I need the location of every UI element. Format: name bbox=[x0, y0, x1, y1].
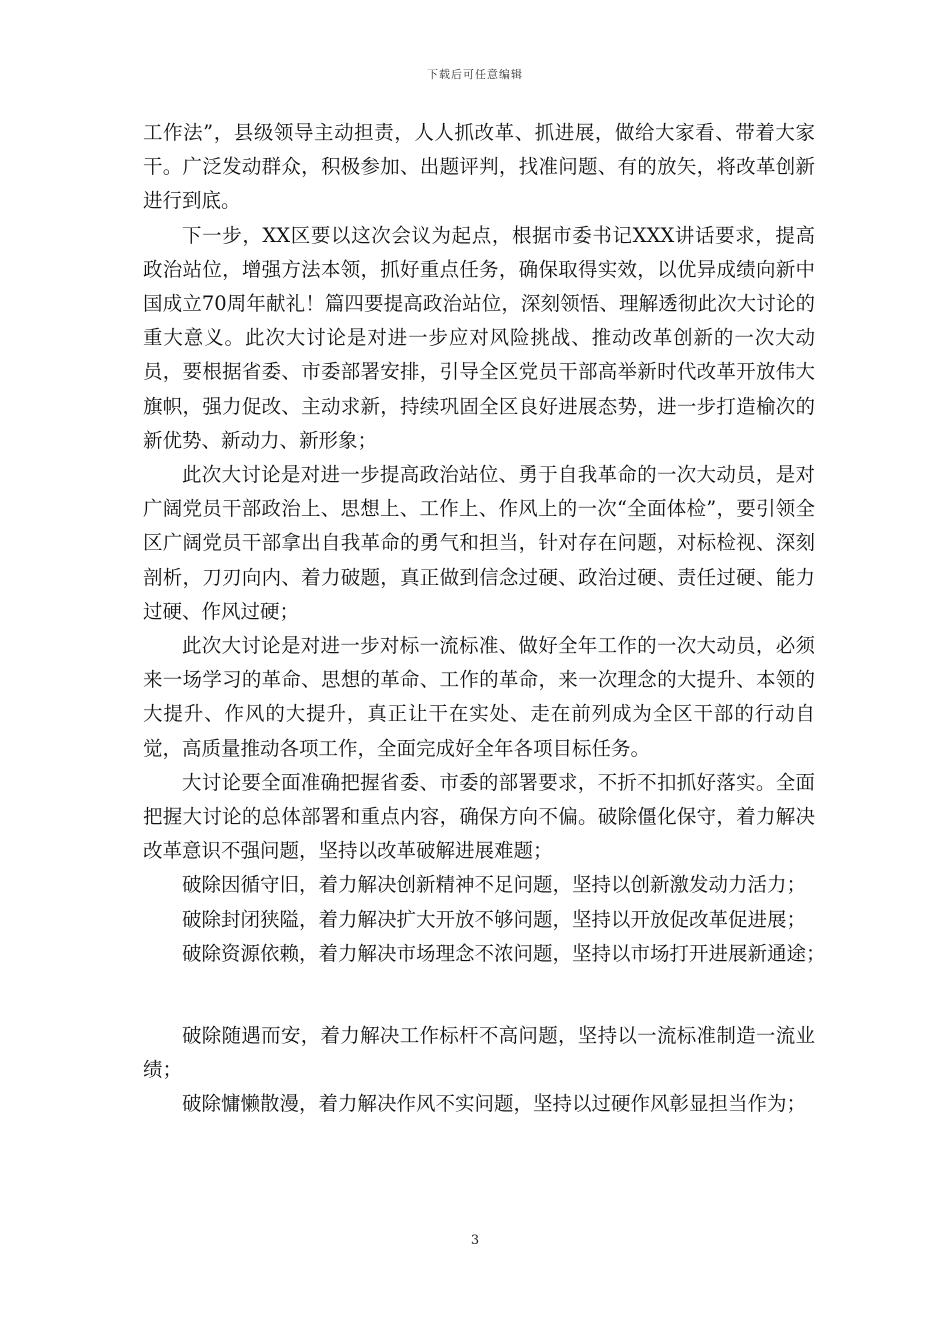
paragraph-3: 此次大讨论是对进一步提高政治站位、勇于自我革命的一次大动员，是对广阔党员干部政治上、思想上、工作上、作风上的一次“全面体检”，要引领全区广阔党员干部拿出自我革命的勇气和担当，针对存在问题，对标检视、深刻剖析，刀刃向内、着力破题，真正做到信念过硬、政治过硬、责任过硬、能力过硬、作风过硬； bbox=[143, 463, 815, 623]
paragraph-6: 破除因循守旧，着力解决创新精神不足问题，坚持以创新激发动力活力； bbox=[182, 873, 807, 897]
paragraph-10: 破除慵懒散漫，着力解决作风不实问题，坚持以过硬作风彰显担当作为； bbox=[182, 1092, 807, 1116]
paragraph-4: 此次大讨论是对进一步对标一流标准、做好全年工作的一次大动员，必须来一场学习的革命、思想的革命、工作的革命，来一次理念的大提升、本领的大提升、作风的大提升，真正让干在实处、走在前列成为全区干部的行动自觉，高质量推动各项工作，全面完成好全年各项目标任务。 bbox=[143, 634, 815, 760]
paragraph-8: 破除资源依赖，着力解决市场理念不浓问题，坚持以市场打开进展新通途； bbox=[182, 941, 826, 965]
page-number: 3 bbox=[470, 1233, 480, 1248]
page-header-note: 下载后可任意编辑 bbox=[427, 68, 523, 81]
paragraph-1: 工作法”，县级领导主动担责，人人抓改革、抓进展，做给大家看、带着大家干。广泛发动群众，积极参加、出题评判，找准问题、有的放矢，将改革创新进行到底。 bbox=[143, 121, 815, 213]
paragraph-5: 大讨论要全面准确把握省委、市委的部署要求，不折不扣抓好落实。全面把握大讨论的总体部署和重点内容，确保方向不偏。破除僵化保守，着力解决改革意识不强问题，坚持以改革破解进展难题； bbox=[143, 770, 815, 863]
paragraph-9: 破除随遇而安，着力解决工作标杆不高问题，坚持以一流标准制造一流业绩； bbox=[143, 1024, 815, 1082]
document-body bbox=[143, 116, 826, 1122]
paragraph-2: 下一步，XX区要以这次会议为起点，根据市委书记XXX讲话要求，提高政治站位，增强方法本领，抓好重点任务，确保取得实效，以优异成绩向新中国成立70周年献礼！篇四要提高政治站位，深刻领悟、理解透彻此次大讨论的重大意义。此次大讨论是对进一步应对风险挑战、推动改革创新的一次大动员，要根据省委、市委部署安排，引导全区党员干部高举新时代改革开放伟大旗帜，强力促改、主动求新，持续巩固全区良好进展态势，进一步打造榆次的新优势、新动力、新形象； bbox=[143, 223, 815, 452]
paragraph-gap bbox=[143, 971, 815, 1019]
paragraph-7: 破除封闭狭隘，着力解决扩大开放不够问题，坚持以开放促改革促进展； bbox=[182, 907, 807, 931]
